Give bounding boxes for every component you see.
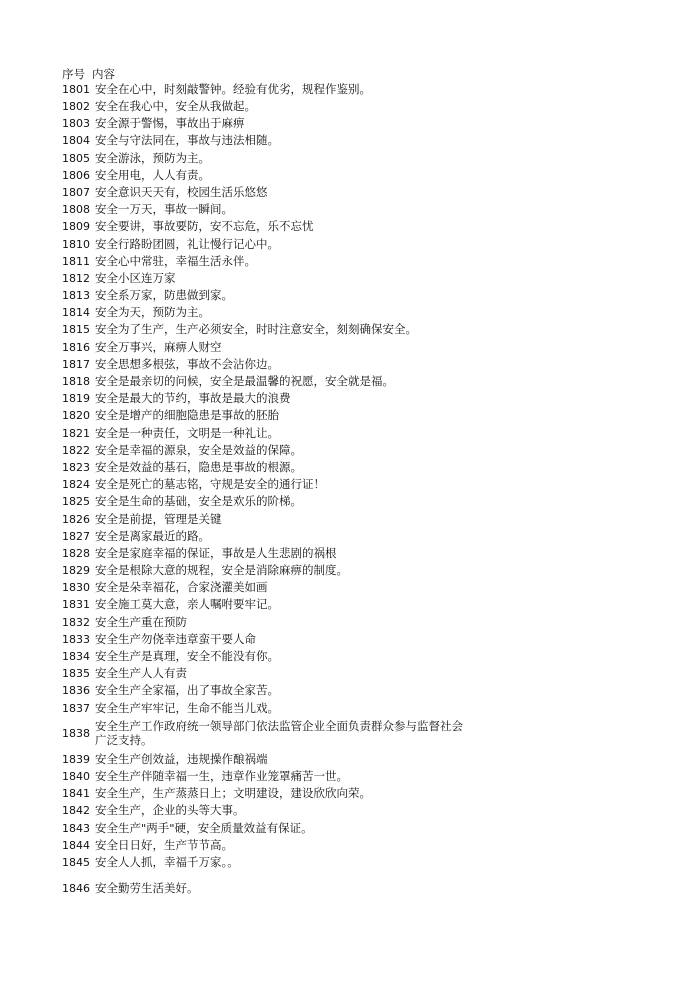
- header-number-label: 序号: [62, 67, 85, 81]
- item-number: 1811: [62, 254, 90, 268]
- list-item: [62, 167, 662, 184]
- item-number: 1836: [62, 684, 90, 698]
- item-number: 1827: [62, 529, 90, 543]
- item-text: 安全在我心中，安全从我做起。: [95, 99, 256, 114]
- item-number: 1803: [62, 117, 90, 131]
- item-text: 安全是幸福的源泉，安全是效益的保障。: [95, 442, 302, 457]
- item-number: 1837: [62, 701, 90, 715]
- list-item: [62, 854, 662, 871]
- item-text: 安全生产伴随幸福一生，违章作业笼罩痛苦一世。: [95, 768, 348, 783]
- list-item: [62, 717, 662, 751]
- list-item: [62, 562, 662, 579]
- list-item: [62, 459, 662, 476]
- item-number: 1824: [62, 478, 90, 492]
- item-number: 1807: [62, 185, 90, 199]
- item-number: 1826: [62, 512, 90, 526]
- item-number: 1844: [62, 838, 90, 852]
- item-text: 安全要讲，事故要防，安不忘危，乐不忘忧: [95, 219, 314, 234]
- list-item: [62, 631, 662, 648]
- item-text: 安全小区连万家: [95, 270, 176, 285]
- item-text: 安全行路盼团圆，礼让慢行记心中。: [95, 236, 279, 251]
- item-number: 1814: [62, 306, 90, 320]
- list-item: [62, 322, 662, 339]
- item-number: 1825: [62, 495, 90, 509]
- item-number: 1806: [62, 168, 90, 182]
- list-item: [62, 133, 662, 150]
- item-text: 安全用电，人人有责。: [95, 167, 210, 182]
- item-text: 安全是死亡的墓志铭，守规是安全的通行证！: [95, 477, 325, 492]
- list-item: [62, 528, 662, 545]
- item-text: 安全是朵幸福花，合家浇灌美如画: [95, 580, 268, 595]
- item-number: 1830: [62, 581, 90, 595]
- item-number: 1812: [62, 271, 90, 285]
- item-number: 1839: [62, 752, 90, 766]
- list-item: [62, 803, 662, 820]
- list-item: [62, 683, 662, 700]
- item-number: 1828: [62, 546, 90, 560]
- item-number: 1813: [62, 289, 90, 303]
- item-number: 1820: [62, 409, 90, 423]
- item-text: 安全系万家，防患做到家。: [95, 288, 233, 303]
- list-item: [62, 425, 662, 442]
- item-number: 1808: [62, 203, 90, 217]
- header-content-label: 内容: [92, 67, 115, 81]
- list-item: [62, 184, 662, 201]
- item-text: 安全万事兴，麻痹人财空: [95, 339, 222, 354]
- item-number: 1835: [62, 667, 90, 681]
- item-number: 1832: [62, 615, 90, 629]
- list-item: [62, 356, 662, 373]
- list-item: [62, 201, 662, 218]
- item-number: 1821: [62, 426, 90, 440]
- item-text: 安全游泳，预防为主。: [95, 150, 210, 165]
- slogan-list: [62, 81, 662, 897]
- list-item: [62, 820, 662, 837]
- item-number: 1809: [62, 220, 90, 234]
- list-item: [62, 785, 662, 802]
- item-text: 安全是家庭幸福的保证，事故是人生悲剧的祸根: [95, 545, 337, 560]
- item-text: 安全源于警惕，事故出于麻痹: [95, 116, 245, 131]
- item-text: 安全是最亲切的问候，安全是最温馨的祝愿，安全就是福。: [95, 374, 394, 389]
- list-item: [62, 98, 662, 115]
- list-item: [62, 665, 662, 682]
- item-text: 安全与守法同在，事故与违法相随。: [95, 133, 279, 148]
- item-number: 1810: [62, 237, 90, 251]
- item-number: 1819: [62, 392, 90, 406]
- item-text: 安全是增产的细胞隐患是事故的胚胎: [95, 408, 279, 423]
- item-text: 安全是离家最近的路。: [95, 528, 210, 543]
- list-item: [62, 287, 662, 304]
- list-item: [62, 390, 662, 407]
- item-number: 1829: [62, 564, 90, 578]
- list-item: [62, 236, 662, 253]
- item-text: 安全在心中，时刻敲警钟。经验有优劣，规程作鉴别。: [95, 81, 371, 96]
- list-item: [62, 442, 662, 459]
- item-text: 安全生产"两手"硬，安全质量效益有保证。: [95, 820, 313, 835]
- list-item: [62, 579, 662, 596]
- item-text: 安全意识天天有，校园生活乐悠悠: [95, 184, 268, 199]
- item-text: 安全为天，预防为主。: [95, 305, 210, 320]
- item-text: 安全生产是真理，安全不能没有你。: [95, 649, 279, 664]
- item-number: 1831: [62, 598, 90, 612]
- item-number: 1833: [62, 632, 90, 646]
- item-text: 安全思想多根弦，事故不会沾你边。: [95, 356, 279, 371]
- list-item: [62, 270, 662, 287]
- item-text: 安全生产全家福，出了事故全家苦。: [95, 683, 279, 698]
- item-number: 1842: [62, 804, 90, 818]
- item-number: 1804: [62, 134, 90, 148]
- list-item: [62, 219, 662, 236]
- list-item: [62, 494, 662, 511]
- item-number: 1843: [62, 821, 90, 835]
- item-text: 安全勤劳生活美好。: [95, 881, 199, 896]
- item-number: 1845: [62, 855, 90, 869]
- item-number: 1838: [62, 727, 90, 741]
- item-text: 安全生产重在预防: [95, 614, 187, 629]
- item-text: 安全生产工作政府统一领导部门依法监管企业全面负责群众参与监督社会广泛支持。: [95, 719, 463, 747]
- item-number: 1823: [62, 460, 90, 474]
- item-text: 安全生产，企业的头等大事。: [95, 803, 245, 818]
- item-text: 安全一万天，事故一瞬间。: [95, 202, 233, 217]
- item-number: 1841: [62, 787, 90, 801]
- list-item: [62, 837, 662, 854]
- item-number: 1840: [62, 769, 90, 783]
- list-item: [62, 115, 662, 132]
- item-number: 1802: [62, 100, 90, 114]
- item-number: 1846: [62, 882, 90, 896]
- item-text: 安全为了生产，生产必须安全，时时注意安全，刻刻确保安全。: [95, 322, 417, 337]
- list-item: [62, 597, 662, 614]
- item-text: 安全是生命的基础，安全是欢乐的阶梯。: [95, 494, 302, 509]
- list-item: [62, 150, 662, 167]
- list-item: [62, 751, 662, 768]
- item-text: 安全生产创效益，违规操作酿祸端: [95, 751, 268, 766]
- item-number: 1801: [62, 82, 90, 96]
- list-item: [62, 373, 662, 390]
- item-number: 1834: [62, 650, 90, 664]
- item-text: 安全心中常驻，幸福生活永伴。: [95, 253, 256, 268]
- list-item: [62, 408, 662, 425]
- list-item: [62, 476, 662, 493]
- item-number: 1818: [62, 375, 90, 389]
- item-text: 安全施工莫大意，亲人嘱咐要牢记。: [95, 597, 279, 612]
- list-item: [62, 511, 662, 528]
- item-number: 1822: [62, 443, 90, 457]
- list-item: [62, 768, 662, 785]
- list-item: [62, 880, 662, 897]
- list-item: [62, 648, 662, 665]
- item-text: 安全生产勿侥幸违章蛮干要人命: [95, 631, 256, 646]
- item-text: 安全是最大的节约，事故是最大的浪费: [95, 391, 291, 406]
- item-number: 1816: [62, 340, 90, 354]
- item-text: 安全是前提，管理是关键: [95, 511, 222, 526]
- item-text: 安全生产人人有责: [95, 666, 187, 681]
- item-text: 安全日日好，生产节节高。: [95, 837, 233, 852]
- list-item: [62, 304, 662, 321]
- list-item: [62, 545, 662, 562]
- item-text: 安全是根除大意的规程，安全是消除麻痹的制度。: [95, 563, 348, 578]
- item-number: 1815: [62, 323, 90, 337]
- item-text: 安全生产牢牢记，生命不能当儿戏。: [95, 700, 279, 715]
- list-item: [62, 253, 662, 270]
- item-text: 安全人人抓，幸福千万家。。: [95, 854, 239, 869]
- item-number: 1805: [62, 151, 90, 165]
- item-text: 安全是一种责任，文明是一种礼让。: [95, 425, 279, 440]
- list-item: [62, 81, 662, 98]
- table-header: [62, 67, 115, 81]
- list-item: [62, 700, 662, 717]
- item-text: 安全是效益的基石，隐患是事故的根源。: [95, 459, 302, 474]
- item-number: 1817: [62, 357, 90, 371]
- item-text: 安全生产，生产蒸蒸日上；文明建设，建设欣欣向荣。: [95, 786, 371, 801]
- list-item: [62, 614, 662, 631]
- list-item: [62, 339, 662, 356]
